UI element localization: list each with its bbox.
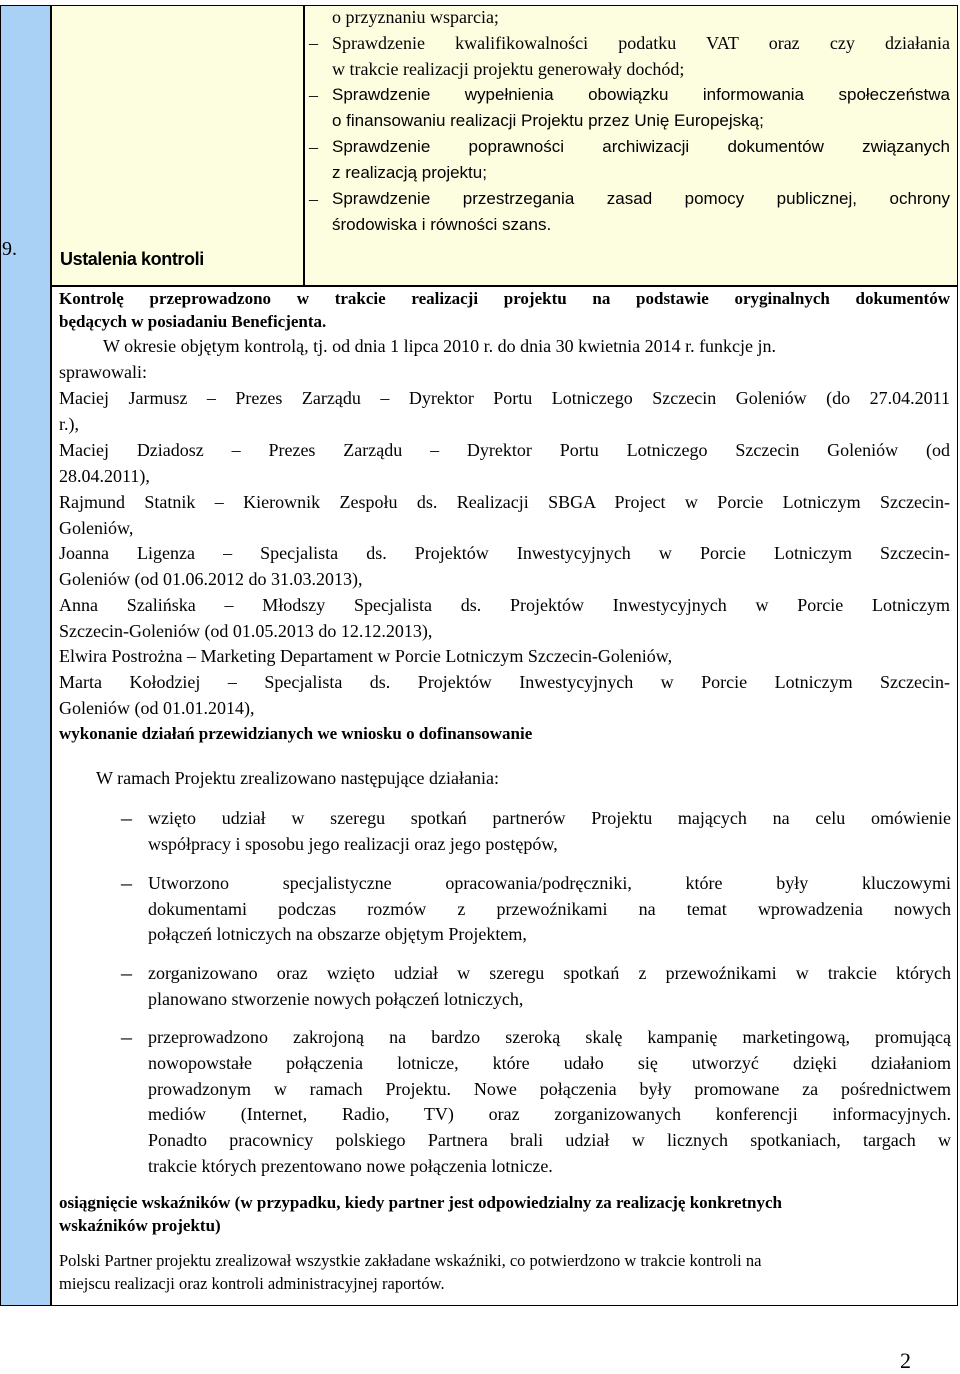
list-item-line: współpracy i sposobu jego realizacji oraz jego postępów,: [148, 834, 558, 854]
page-number: 2: [900, 1348, 911, 1373]
person-line: Rajmund Statnik – Kierownik Zespołu ds. Realizacji SBGA Project w Porcie Lotniczym Szczecin-: [59, 492, 950, 512]
person-line: Goleniów (od 01.01.2014),: [59, 698, 255, 718]
scope-line: w trakcie realizacji projektu generowały dochód;: [332, 59, 685, 79]
list-dash: –: [121, 1024, 132, 1049]
list-item-line: wzięto udział w szeregu spotkań partnerów Projektu mających na celu omówienie: [148, 808, 951, 828]
findings-cell: [51, 286, 958, 1306]
list-item-line: Utworzono specjalistyczne opracowania/podręczniki, które były kluczowymi: [148, 873, 951, 893]
list-dash: –: [309, 137, 318, 157]
list-dash: –: [309, 189, 318, 209]
list-item-line: trakcie których prezentowano nowe połączenia lotnicze.: [148, 1156, 553, 1176]
person-line: Maciej Dziadosz – Prezes Zarządu – Dyrektor Portu Lotniczego Szczecin Goleniów (od: [59, 440, 950, 460]
person-line: r.),: [59, 414, 79, 434]
scope-line: środowiska i równości szans.: [332, 215, 552, 234]
person-line: Maciej Jarmusz – Prezes Zarządu – Dyrektor Portu Lotniczego Szczecin Goleniów (do 27.04.2011: [59, 388, 950, 408]
list-dash: –: [309, 85, 318, 105]
list-item-line: przeprowadzono zakrojoną na bardzo szeroką skalę kampanię marketingową, promującą: [148, 1027, 951, 1047]
list-item-line: dokumentami podczas rozmów z przewoźnikami na temat wprowadzenia nowych: [148, 899, 951, 919]
indicators-text: miejscu realizacji oraz kontroli administracyjnej raportów.: [59, 1274, 445, 1293]
person-line: Joanna Ligenza – Specjalista ds. Projektów Inwestycyjnych w Porcie Lotniczym Szczecin-: [59, 543, 950, 563]
list-item-line: Ponadto pracownicy polskiego Partnera brali udział w licznych spotkaniach, targach w: [148, 1130, 951, 1150]
actions-heading: wykonanie działań przewidzianych we wniosku o dofinansowanie: [59, 724, 533, 743]
list-item-line: mediów (Internet, Radio, TV) oraz zorganizowanych konferencji informacyjnych.: [148, 1104, 951, 1124]
list-dash: –: [121, 960, 132, 985]
control-heading: Kontrolę przeprowadzono w trakcie realizacji projektu na podstawie oryginalnych dokumentów: [59, 289, 950, 308]
list-item-line: połączeń lotniczych na obszarze objętym Projektem,: [148, 924, 527, 944]
indicators-heading: wskaźników projektu): [59, 1216, 221, 1235]
control-period: W okresie objętym kontrolą, tj. od dnia 1 lipca 2010 r. do dnia 30 kwietnia 2014 r. funkcje jn.: [103, 336, 777, 356]
indicators-heading: osiągnięcie wskaźników (w przypadku, kiedy partner jest odpowiedzialny za realizację konkretnych: [59, 1193, 782, 1212]
list-dash: –: [121, 805, 132, 830]
row-label: Ustalenia kontroli: [60, 249, 204, 269]
scope-line: Sprawdzenie przestrzegania zasad pomocy publicznej, ochrony: [332, 189, 950, 208]
scope-line: o przyznaniu wsparcia;: [332, 7, 499, 27]
scope-line: Sprawdzenie wypełnienia obowiązku informowania społeczeństwa: [332, 85, 950, 104]
list-item-line: zorganizowano oraz wzięto udział w szeregu spotkań z przewoźnikami w trakcie których: [148, 963, 951, 983]
list-item-line: prowadzonym w ramach Projektu. Nowe połączenia były promowane za pośrednictwem: [148, 1079, 951, 1099]
list-dash: –: [121, 870, 132, 895]
list-item-line: nowopowstałe połączenia lotnicze, które udało się utworzyć dzięki działaniom: [148, 1053, 951, 1073]
scope-line: Sprawdzenie poprawności archiwizacji dokumentów związanych: [332, 137, 950, 156]
scope-line: z realizacją projektu;: [332, 163, 487, 182]
scope-line: Sprawdzenie kwalifikowalności podatku VAT oraz czy działania: [332, 33, 950, 53]
list-dash: –: [309, 33, 318, 53]
control-sprawowali: sprawowali:: [59, 362, 147, 382]
row-number: 9.: [2, 238, 17, 260]
person-line: 28.04.2011),: [59, 466, 150, 486]
person-line: Goleniów,: [59, 518, 134, 538]
indicators-text: Polski Partner projektu zrealizował wszystkie zakładane wskaźniki, co potwierdzono w trakcie kontroli na: [59, 1251, 762, 1270]
person-line: Anna Szalińska – Młodszy Specjalista ds. Projektów Inwestycyjnych w Porcie Lotniczym: [59, 595, 950, 615]
control-heading: będących w posiadaniu Beneficjenta.: [59, 312, 327, 331]
row-number-cell: [0, 5, 51, 1306]
scope-line: o finansowaniu realizacji Projektu przez Unię Europejską;: [332, 111, 764, 130]
person-line: Szczecin-Goleniów (od 01.05.2013 do 12.12.2013),: [59, 621, 433, 641]
actions-intro: W ramach Projektu zrealizowano następujące działania:: [96, 768, 499, 788]
person-line: Goleniów (od 01.06.2012 do 31.03.2013),: [59, 569, 363, 589]
row-label-cell: [51, 5, 304, 286]
person-line: Marta Kołodziej – Specjalista ds. Projektów Inwestycyjnych w Porcie Lotniczym Szczecin-: [59, 672, 950, 692]
list-item-line: planowano stworzenie nowych połączeń lotniczych,: [148, 989, 524, 1009]
person-line: Elwira Postrożna – Marketing Departament w Porcie Lotniczym Szczecin-Goleniów,: [59, 646, 673, 666]
